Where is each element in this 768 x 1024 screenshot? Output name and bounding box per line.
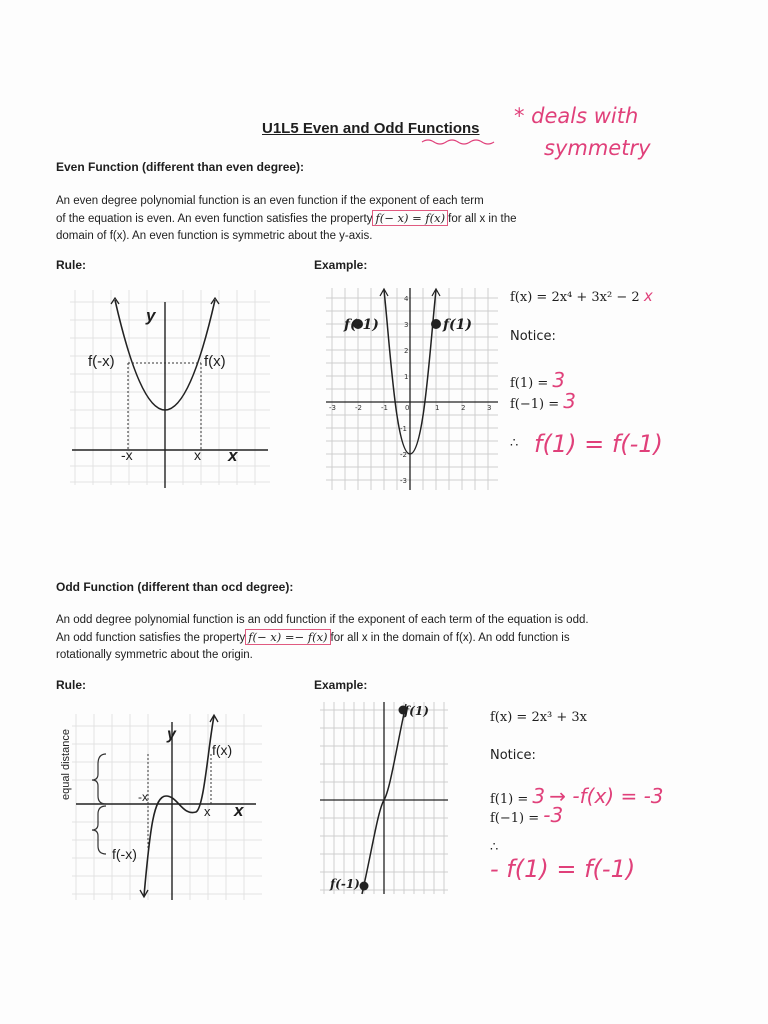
even-property: f(− x) = f(x)	[372, 210, 448, 226]
odd-line-2a: An odd function satisfies the property	[56, 632, 246, 644]
odd-conclusion: - f(1) = f(-1)	[490, 855, 636, 883]
svg-text:0: 0	[405, 404, 410, 412]
odd-line-1: An odd degree polynomial function is an odd function if the exponent of each term of the equation is odd.	[56, 614, 589, 626]
odd-rule-equal-distance: equal distance	[60, 729, 72, 800]
svg-text:3: 3	[404, 321, 409, 329]
even-paragraph	[56, 193, 716, 245]
odd-f1: f(1) = 3 → -f(x) = -3	[490, 784, 664, 808]
even-fm1: f(−1) = 3	[510, 389, 577, 413]
even-heading: Even Function (different than even degree):	[56, 160, 305, 174]
odd-paragraph	[56, 612, 746, 664]
even-conclusion: f(1) = f(-1)	[534, 430, 663, 458]
even-example-f1: f(1)	[443, 317, 473, 333]
odd-heading: Odd Function (different than ocd degree):	[56, 580, 294, 594]
odd-fm1: f(−1) = -3	[490, 803, 564, 827]
odd-property: f(− x) =− f(x)	[245, 629, 330, 645]
odd-rule-yaxis-label: y	[167, 726, 176, 743]
even-therefore: ∴	[510, 436, 519, 451]
svg-text:-3: -3	[400, 477, 407, 485]
even-rule-fneg: f(-x)	[88, 353, 115, 370]
even-fm1-value: 3	[563, 389, 577, 413]
odd-line-2b: for all x in the domain of f(x). An odd function is	[330, 632, 570, 644]
even-rule-graph	[60, 280, 275, 492]
odd-rule-xneg: -x	[138, 790, 148, 804]
odd-example-f1: f(1)	[404, 704, 429, 718]
even-equation: f(x) = 2x⁴ + 3x² − 2 x	[510, 287, 653, 305]
page-title: U1L5 Even and Odd Functions	[262, 120, 480, 137]
point-odd-fneg1	[360, 882, 369, 891]
even-line-1: An even degree polynomial function is an even function if the exponent of each term	[56, 195, 484, 207]
even-notice: Notice:	[510, 329, 556, 344]
odd-line-3: rotationally symmetric about the origin.	[56, 649, 253, 661]
even-example-label: Example:	[314, 258, 368, 272]
svg-text:-2: -2	[400, 451, 407, 459]
odd-f1-hand: → -f(x) = -3	[549, 784, 664, 808]
odd-rule-fpos: f(x)	[212, 742, 233, 758]
odd-f1-value: 3	[532, 784, 546, 808]
even-rule-xneg: -x	[121, 447, 133, 463]
odd-fm1-value: -3	[543, 803, 564, 827]
even-equation-hand: x	[643, 287, 653, 305]
even-line-3: domain of f(x). An even function is symmetric about the y-axis.	[56, 230, 373, 242]
svg-text:1: 1	[435, 404, 440, 412]
svg-text:-1: -1	[400, 425, 407, 433]
even-f1-value: 3	[552, 368, 566, 392]
title-squiggle	[420, 138, 500, 146]
svg-text:2: 2	[461, 404, 466, 412]
point-f-1	[431, 319, 441, 329]
even-example-fneg1: f(-1)	[344, 317, 379, 333]
even-rule-fpos: f(x)	[204, 353, 226, 370]
odd-example-fneg1: f(-1)	[330, 877, 360, 891]
even-line-2b: for all x in the	[448, 213, 517, 225]
odd-notice: Notice:	[490, 748, 536, 763]
annotation-top: * deals with	[514, 104, 639, 128]
even-rule-xpos: x	[194, 447, 201, 463]
odd-rule-xaxis-label: x	[234, 801, 244, 820]
odd-rule-fneg: f(-x)	[112, 846, 137, 862]
svg-text:-1: -1	[381, 404, 388, 412]
svg-text:-3: -3	[329, 404, 336, 412]
odd-rule-xpos: x	[204, 804, 211, 819]
odd-therefore: ∴	[490, 840, 499, 855]
svg-text:4: 4	[404, 295, 409, 303]
svg-text:-2: -2	[355, 404, 362, 412]
odd-example-label: Example:	[314, 678, 368, 692]
even-f1: f(1) = 3	[510, 368, 566, 392]
even-rule-yaxis-label: y	[146, 306, 156, 325]
even-rule-label: Rule:	[56, 258, 86, 272]
odd-rule-label: Rule:	[56, 678, 86, 692]
even-rule-xaxis-label: x	[228, 446, 238, 465]
svg-text:2: 2	[404, 347, 409, 355]
odd-example-graph	[318, 700, 450, 896]
odd-equation: f(x) = 2x³ + 3x	[490, 710, 588, 725]
annotation-bottom: symmetry	[544, 136, 651, 160]
svg-text:1: 1	[404, 373, 409, 381]
even-line-2a: of the equation is even. An even function satisfies the property	[56, 213, 373, 225]
svg-text:3: 3	[487, 404, 492, 412]
